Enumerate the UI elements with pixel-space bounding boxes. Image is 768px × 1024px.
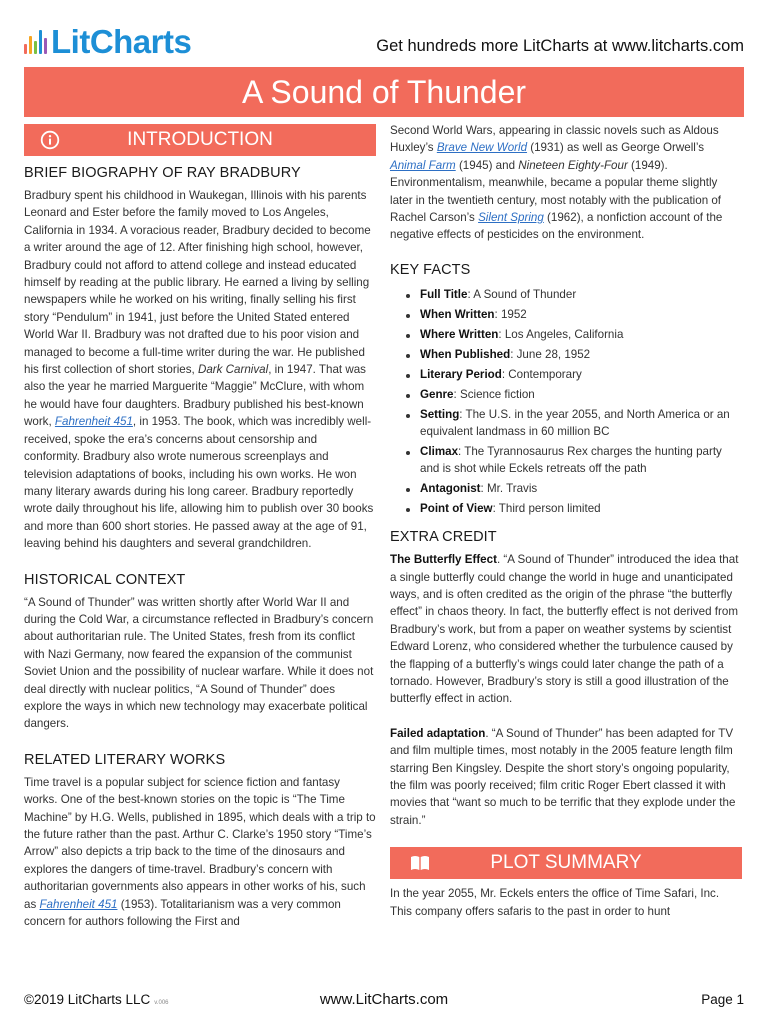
version-label: v.006 [154,1000,169,1006]
fahrenheit-451-link-2[interactable]: Fahrenheit 451 [39,897,118,911]
plot-summary-header [390,847,742,879]
list-item: When Published: June 28, 1952 [402,347,742,364]
silent-spring-link[interactable]: Silent Spring [478,211,544,225]
page-title: A Sound of Thunder [241,73,527,110]
key-facts-heading: KEY FACTS [390,261,471,278]
list-item: Antagonist: Mr. Travis [402,481,742,498]
butterfly-effect-text: The Butterfly Effect. “A Sound of Thunder” introduced the idea that a single butterfly could change the world in huge and unanticipated ways, and is often credited as the origin of the phrase “the butterfly effect” in chaos theory. In fact, the butterfly effect is not derived from Bradbury’s work, but from a paper on weather systems by scientist Edward Lorenz, who considered whether the turbulence caused by the flapping of a butterfly’s wings could later change the path of a tornado. However, Bradbury’s story is still a good illustration of the butterfly effect in action. [390,553,739,706]
historical-context-heading: HISTORICAL CONTEXT [24,571,186,588]
biography-text: Bradbury spent his childhood in Waukegan, Illinois with his parents Leonard and Ester before the family moved to Los Angeles, California in 1934. A voracious reader, Bradbury decided to become a writer around the age of 12. After finishing high school, however, Bradbury could not afford to attend college and instead educated himself by reading at the public library. He earned a living by selling newspapers while he worked on his writing, finally selling his first story “Pendulum” in 1941, just before the United Stated entered World War II. Bradbury was not drafted due to his poor vision and managed to become a full-time writer during the war. He published his first collection of short stories, Dark Carnival, in 1947. That was also the year he married Marguerite “Maggie” McClure, with whom he would have four daughters. Bradbury published his best-known work, Fahrenheit 451, in 1953. The book, which was incredibly well-received, spoke the era’s concerns about censorship and conformity. Bradbury also wrote numerous screenplays and television adaptations of books, including his own works. He won many literary awards during his long career. Bradbury reportedly wrote daily throughout his life, allowing him to publish over 30 books and more than 600 short stories. He passed away at the age of 91, leaving behind his daughters and several grandchildren. [24,189,374,551]
introduction-title: INTRODUCTION [127,129,273,150]
plot-summary-title: PLOT SUMMARY [490,852,642,874]
failed-adaptation-text: Failed adaptation. “A Sound of Thunder” has been adapted for TV and film multiple times, most notably in the 2005 feature length film starring Ben Kingsley. Despite the short story’s ongoing popularity, the film was poorly received; film critic Roger Ebert classed it with movies that “want so much to be terrific that they explode under the strain.” [390,726,736,827]
litcharts-logo[interactable] [24,22,191,62]
related-works-text: Time travel is a popular subject for science fiction and fantasy works. One of the best-known stories on the topic is “The Time Machine” by H.G. Wells, published in 1895, which deals with a trip to the future rather than the past. Arthur C. Clarke’s 1950 story “Time’s Arrow” also depicts a trip back to the time of the dinosaurs and explores the dangers of time-travel. Bradbury’s concern with authoritarian governments also appears in other works of his, such as Fahrenheit 451 (1953). Totalitarianism was a very common concern for authors following the First and [24,775,376,929]
logo-bars-icon [24,30,47,54]
animal-farm-link[interactable]: Animal Farm [390,158,456,172]
title-banner [24,67,744,117]
left-column [24,124,376,930]
historical-context-text: “A Sound of Thunder” was written shortly after World War II and during the Cold War, a circumstance reflected in Bradbury’s concern about authoritarian rule. The United States, fresh from its conflict with Nazi Germany, now feared the expansion of the communist Soviet Union and the possibility of nuclear warfare. While it does not deal directly with nuclear politics, “A Sound of Thunder” does explore the ways in which new technology may exacerbate political dangers. [24,595,374,731]
list-item: Setting: The U.S. in the year 2055, and North America or an equivalent landmass in 60 million BC [402,407,742,440]
key-facts-list [390,287,742,517]
right-column [390,122,742,920]
extra-credit-heading: EXTRA CREDIT [390,529,497,546]
logo-text: LitCharts [51,23,192,60]
introduction-header [24,124,376,156]
related-works-heading: RELATED LITERARY WORKS [24,751,226,768]
page-number: Page 1 [701,992,744,1007]
list-item: Full Title: A Sound of Thunder [402,287,742,304]
fahrenheit-451-link[interactable]: Fahrenheit 451 [54,415,133,429]
list-item: Where Written: Los Angeles, California [402,327,742,344]
biography-heading: BRIEF BIOGRAPHY OF RAY BRADBURY [24,165,301,181]
list-item: Literary Period: Contemporary [402,367,742,384]
page-footer [24,992,744,1012]
top-bar [24,20,744,64]
footer-site-link[interactable]: www.LitCharts.com [319,991,449,1008]
list-item: Climax: The Tyrannosaurus Rex charges the hunting party and is shot while Eckels retreats off the path [402,444,742,477]
copyright: ©2019 LitCharts LLC v.006 [24,992,169,1007]
related-works-continued: Second World Wars, appearing in classic novels such as Aldous Huxley’s Brave New World (1931) as well as George Orwell’s Animal Farm (1945) and Nineteen Eighty-Four (1949). Environmentalism, meanwhile, became a popular theme slightly later in the twentieth century, most notably with the publication of Rachel Carson’s Silent Spring (1962), a nonfiction account of the negative effects of pesticides on the environment. [390,124,723,242]
list-item: Genre: Science fiction [402,387,742,404]
header-tagline: Get hundreds more LitCharts at www.litcharts.com [376,37,744,55]
list-item: When Written: 1952 [402,307,742,324]
list-item: Point of View: Third person limited [402,501,742,518]
plot-summary-text: In the year 2055, Mr. Eckels enters the office of Time Safari, Inc. This company offers safaris to the past in order to hunt [390,887,720,918]
brave-new-world-link[interactable]: Brave New World [436,141,528,155]
